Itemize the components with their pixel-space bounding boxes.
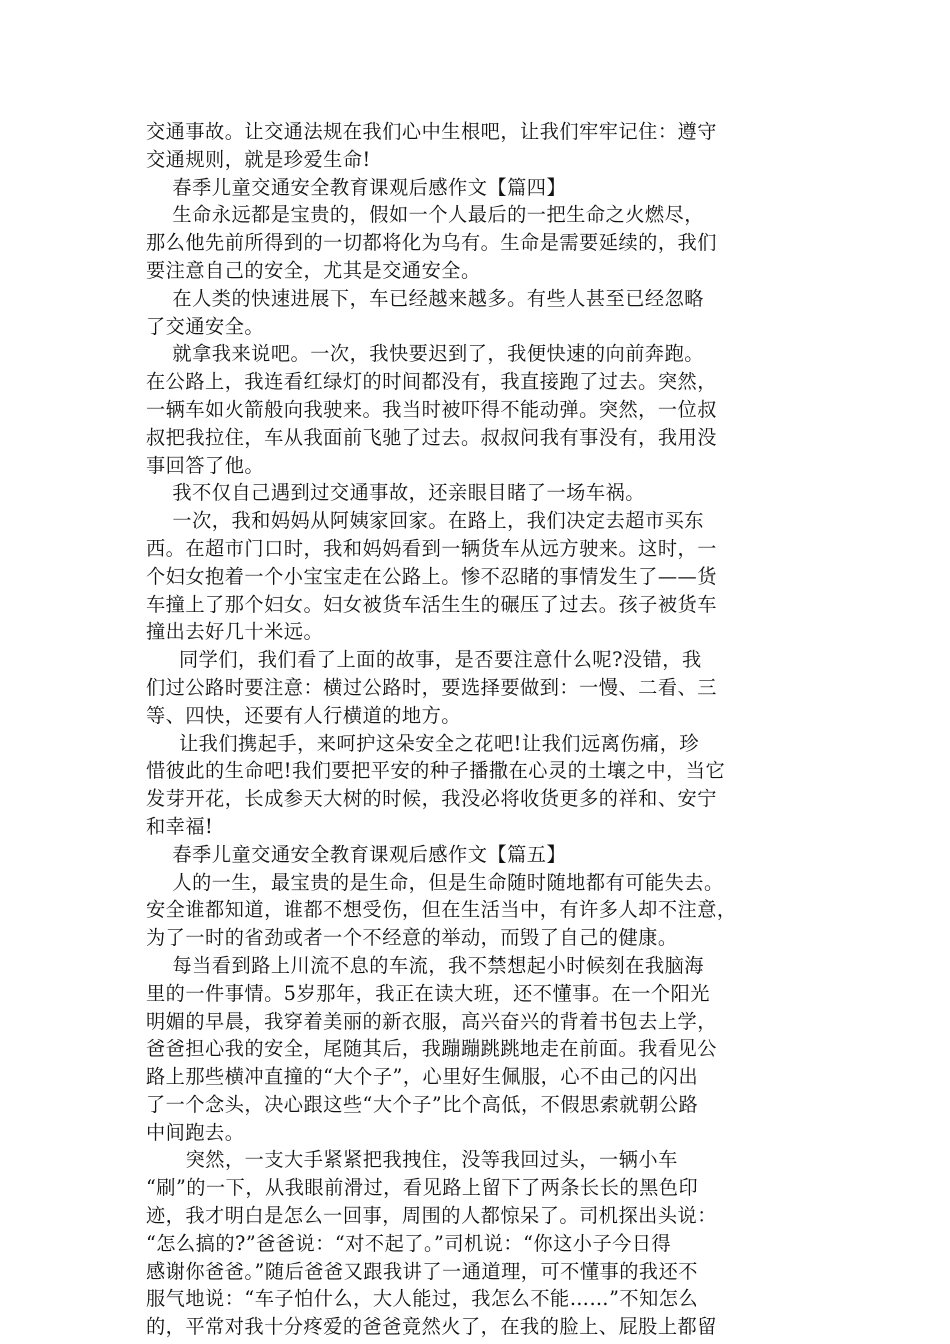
text-line: 惜彼此的生命吧!我们要把平安的种子播撒在心灵的土壤之中，当它 bbox=[146, 759, 726, 783]
text-line: 路上那些横冲直撞的“大个子”，心里好生佩服，心不由己的闪出 bbox=[146, 1065, 699, 1089]
text-line: 事回答了他。 bbox=[146, 453, 265, 477]
text-line: 那么他先前所得到的一切都将化为乌有。生命是需要延续的，我们 bbox=[146, 231, 717, 255]
text-line: 一次，我和妈妈从阿姨家回家。在路上，我们决定去超市买东 bbox=[146, 509, 704, 533]
text-line: 们过公路时要注意：横过公路时，要选择要做到：一慢、二看、三 bbox=[146, 675, 717, 699]
document-body bbox=[146, 118, 826, 1341]
text-line: 明媚的早晨，我穿着美丽的新衣服，高兴奋兴的背着书包去上学， bbox=[146, 1009, 717, 1033]
text-line: 突然，一支大手紧紧把我拽住，没等我回过头，一辆小车 bbox=[146, 1148, 678, 1172]
text-line: 生命永远都是宝贵的，假如一个人最后的一把生命之火燃尽， bbox=[146, 203, 704, 227]
text-line: 服气地说：“车子怕什么，大人能过，我怎么不能……”不知怎么 bbox=[146, 1287, 699, 1311]
text-line: 撞出去好几十米远。 bbox=[146, 620, 324, 644]
section-heading: 春季儿童交通安全教育课观后感作文【篇四】 bbox=[146, 175, 567, 199]
text-line: 的，平常对我十分疼爱的爸爸竟然火了，在我的脸上、屁股上都留 bbox=[146, 1315, 717, 1339]
text-line: 了交通安全。 bbox=[146, 314, 265, 338]
text-line: 个妇女抱着一个小宝宝走在公路上。惨不忍睹的事情发生了——货 bbox=[146, 564, 717, 588]
text-line: 交通规则，就是珍爱生命! bbox=[146, 147, 371, 171]
text-line: 了一个念头，决心跟这些“大个子”比个高低，不假思索就朝公路 bbox=[146, 1092, 699, 1116]
text-line: “刷”的一下，从我眼前滑过，看见路上留下了两条长长的黑色印 bbox=[146, 1176, 699, 1200]
text-line: 爸爸担心我的安全，尾随其后，我蹦蹦跳跳地走在前面。我看见公 bbox=[146, 1037, 717, 1061]
text-line: 感谢你爸爸。”随后爸爸又跟我讲了一通道理，可不懂事的我还不 bbox=[146, 1259, 698, 1283]
text-line: 中间跑去。 bbox=[146, 1120, 245, 1144]
text-line: 人的一生，最宝贵的是生命，但是生命随时随地都有可能失去。 bbox=[146, 870, 724, 894]
text-line: 车撞上了那个妇女。妇女被货车活生生的碾压了过去。孩子被货车 bbox=[146, 592, 717, 616]
text-line: 在人类的快速进展下，车已经越来越多。有些人甚至已经忽略 bbox=[146, 286, 704, 310]
text-line: 叔把我拉住，车从我面前飞驰了过去。叔叔问我有事没有，我用没 bbox=[146, 425, 717, 449]
text-line: 和幸福! bbox=[146, 814, 214, 838]
text-line: 安全谁都知道，谁都不想受伤，但在生活当中，有许多人却不注意， bbox=[146, 898, 737, 922]
text-line: 每当看到路上川流不息的车流，我不禁想起小时候刻在我脑海 bbox=[146, 953, 704, 977]
text-line: 我不仅自己遇到过交通事故，还亲眼目睹了一场车祸。 bbox=[146, 481, 645, 505]
text-line: 等、四快，还要有人行横道的地方。 bbox=[146, 703, 461, 727]
text-line: 发芽开花，长成参天大树的时候，我没必将收货更多的祥和、安宁 bbox=[146, 787, 717, 811]
text-line: 一辆车如火箭般向我驶来。我当时被吓得不能动弹。突然，一位叔 bbox=[146, 397, 717, 421]
section-heading: 春季儿童交通安全教育课观后感作文【篇五】 bbox=[146, 842, 567, 866]
text-line: 同学们，我们看了上面的故事，是否要注意什么呢?没错，我 bbox=[146, 648, 702, 672]
text-line: 里的一件事情。5岁那年，我正在读大班，还不懂事。在一个阳光 bbox=[146, 981, 710, 1005]
text-line: 西。在超市门口时，我和妈妈看到一辆货车从远方驶来。这时，一 bbox=[146, 536, 717, 560]
text-line: 就拿我来说吧。一次，我快要迟到了，我便快速的向前奔跑。 bbox=[146, 342, 704, 366]
text-line: 要注意自己的安全，尤其是交通安全。 bbox=[146, 258, 481, 282]
text-line: “怎么搞的?”爸爸说：“对不起了。”司机说：“你这小子今日得 bbox=[146, 1231, 672, 1255]
text-line: 让我们携起手，来呵护这朵安全之花吧!让我们远离伤痛，珍 bbox=[146, 731, 700, 755]
text-line: 在公路上，我连看红绿灯的时间都没有，我直接跑了过去。突然， bbox=[146, 370, 717, 394]
text-line: 交通事故。让交通法规在我们心中生根吧，让我们牢牢记住：遵守 bbox=[146, 120, 717, 143]
text-line: 迹，我才明白是怎么一回事，周围的人都惊呆了。司机探出头说： bbox=[146, 1204, 717, 1228]
text-line: 为了一时的省劲或者一个不经意的举动，而毁了自己的健康。 bbox=[146, 926, 678, 950]
